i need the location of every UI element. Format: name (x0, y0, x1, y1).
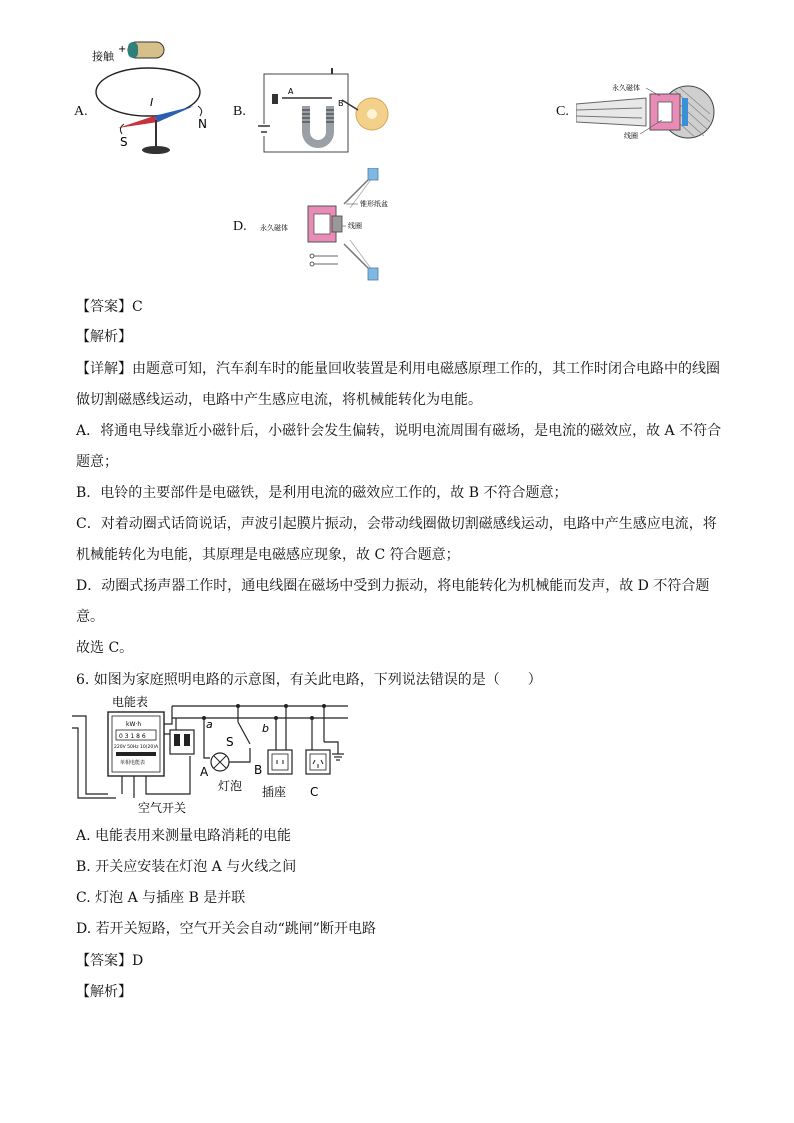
meter-digits: 0 3 1 8 6 (119, 733, 146, 740)
socket-label: 插座 (262, 785, 287, 799)
n-label: N (198, 117, 207, 131)
q6-option-c: C. 灯泡 A 与插座 B 是并联 (76, 890, 246, 906)
breaker-label: 空气开关 (138, 801, 187, 815)
diaphragm (682, 98, 688, 126)
d-magnet-label: 永久磁体 (260, 224, 288, 232)
lamp-letter: A (200, 765, 209, 779)
meter-spec: 220V 50Hz 10(20)A (114, 745, 159, 750)
option-d-letter: D. (233, 219, 247, 234)
needle-south (118, 116, 158, 128)
switch-s-label: S (226, 735, 234, 749)
answer-1: 【答案】C (76, 299, 143, 315)
option-c-letter: C. (556, 104, 569, 119)
detail-line-9: 意。 (76, 609, 104, 625)
d-cone-label: 锥形纸盆 (360, 200, 388, 208)
meter-name: 单相电能表 (120, 760, 146, 766)
detail-line-4: 题意； (76, 454, 118, 470)
contact-label: 接触 (92, 50, 114, 63)
detail-line-7: 机械能转化为电能，其原理是电磁感应现象，故 C 符合题意； (76, 547, 460, 563)
d-coil-label: 线圈 (348, 222, 362, 230)
figure-b-electric-bell (254, 66, 390, 158)
figure-home-circuit (72, 694, 362, 820)
figure-d-speaker (258, 168, 388, 286)
c-magnet-label: 永久磁体 (612, 84, 640, 92)
air-switch (170, 730, 194, 754)
figure-c-microphone (576, 80, 716, 146)
detail-line-6: C．对着动圈式话筒说话，声波引起膜片振动，会带动线圈做切割磁感线运动，电路中产生感应电流，将 (76, 516, 717, 532)
needle-north (154, 106, 194, 122)
option-b-letter: B. (233, 104, 246, 119)
analysis-1: 【解析】 (76, 329, 132, 345)
c-coil-label: 线圈 (624, 132, 638, 140)
battery-terminal (128, 42, 138, 58)
detail-line-2: 做切割磁感线运动，电路中产生感应电流，将机械能转化为电能。 (76, 392, 482, 408)
detail-line-1: 【详解】由题意可知，汽车刹车时的能量回收装置是利用电磁感原理工作的，其工作时闭合电路中的线圈 (76, 361, 720, 377)
compass-stand (142, 146, 170, 154)
detail-line-8: D．动圈式扬声器工作时，通电线圈在磁场中受到力振动，将电能转化为机械能而发声，故 D 不符合题 (76, 578, 710, 594)
s-label: S (120, 135, 128, 149)
answer-2: 【答案】D (76, 953, 144, 969)
figure-a-compass-wire (90, 36, 220, 160)
plus-label: + (118, 44, 127, 55)
socket-c-letter: C (310, 785, 319, 799)
q6-option-a: A. 电能表用来测量电路消耗的电能 (76, 828, 292, 844)
option-a-letter: A. (74, 104, 88, 119)
meter-label: 电能表 (112, 695, 149, 709)
analysis-2: 【解析】 (76, 984, 132, 1000)
detail-line-5: B．电铃的主要部件是电磁铁，是利用电流的磁效应工作的，故 B 不符合题意； (76, 485, 568, 501)
current-label: I (150, 96, 154, 109)
switch-s (238, 722, 250, 744)
b-b-label: B (338, 99, 344, 108)
q6-option-d: D. 若开关短路，空气开关会自动“跳闸”断开电路 (76, 921, 376, 937)
b-a-label: A (288, 87, 294, 96)
meter-face: kW·h (126, 721, 142, 728)
question-6-stem: 6. 如图为家庭照明电路的示意图，有关此电路，下列说法错误的是（ ） (76, 672, 542, 688)
u-magnet (306, 106, 330, 144)
detail-line-10: 故选 C。 (76, 640, 134, 656)
socket-letter: B (254, 763, 263, 777)
q6-option-b: B. 开关应安装在灯泡 A 与火线之间 (76, 859, 297, 875)
point-a-label: a (206, 718, 213, 731)
speaker-coil (332, 216, 342, 232)
lamp-label: 灯泡 (218, 779, 243, 793)
point-b-label: b (262, 722, 269, 735)
detail-line-3: A．将通电导线靠近小磁针后，小磁针会发生偏转，说明电流周围有磁场，是电流的磁效应，故 A 不符合 (76, 423, 722, 439)
